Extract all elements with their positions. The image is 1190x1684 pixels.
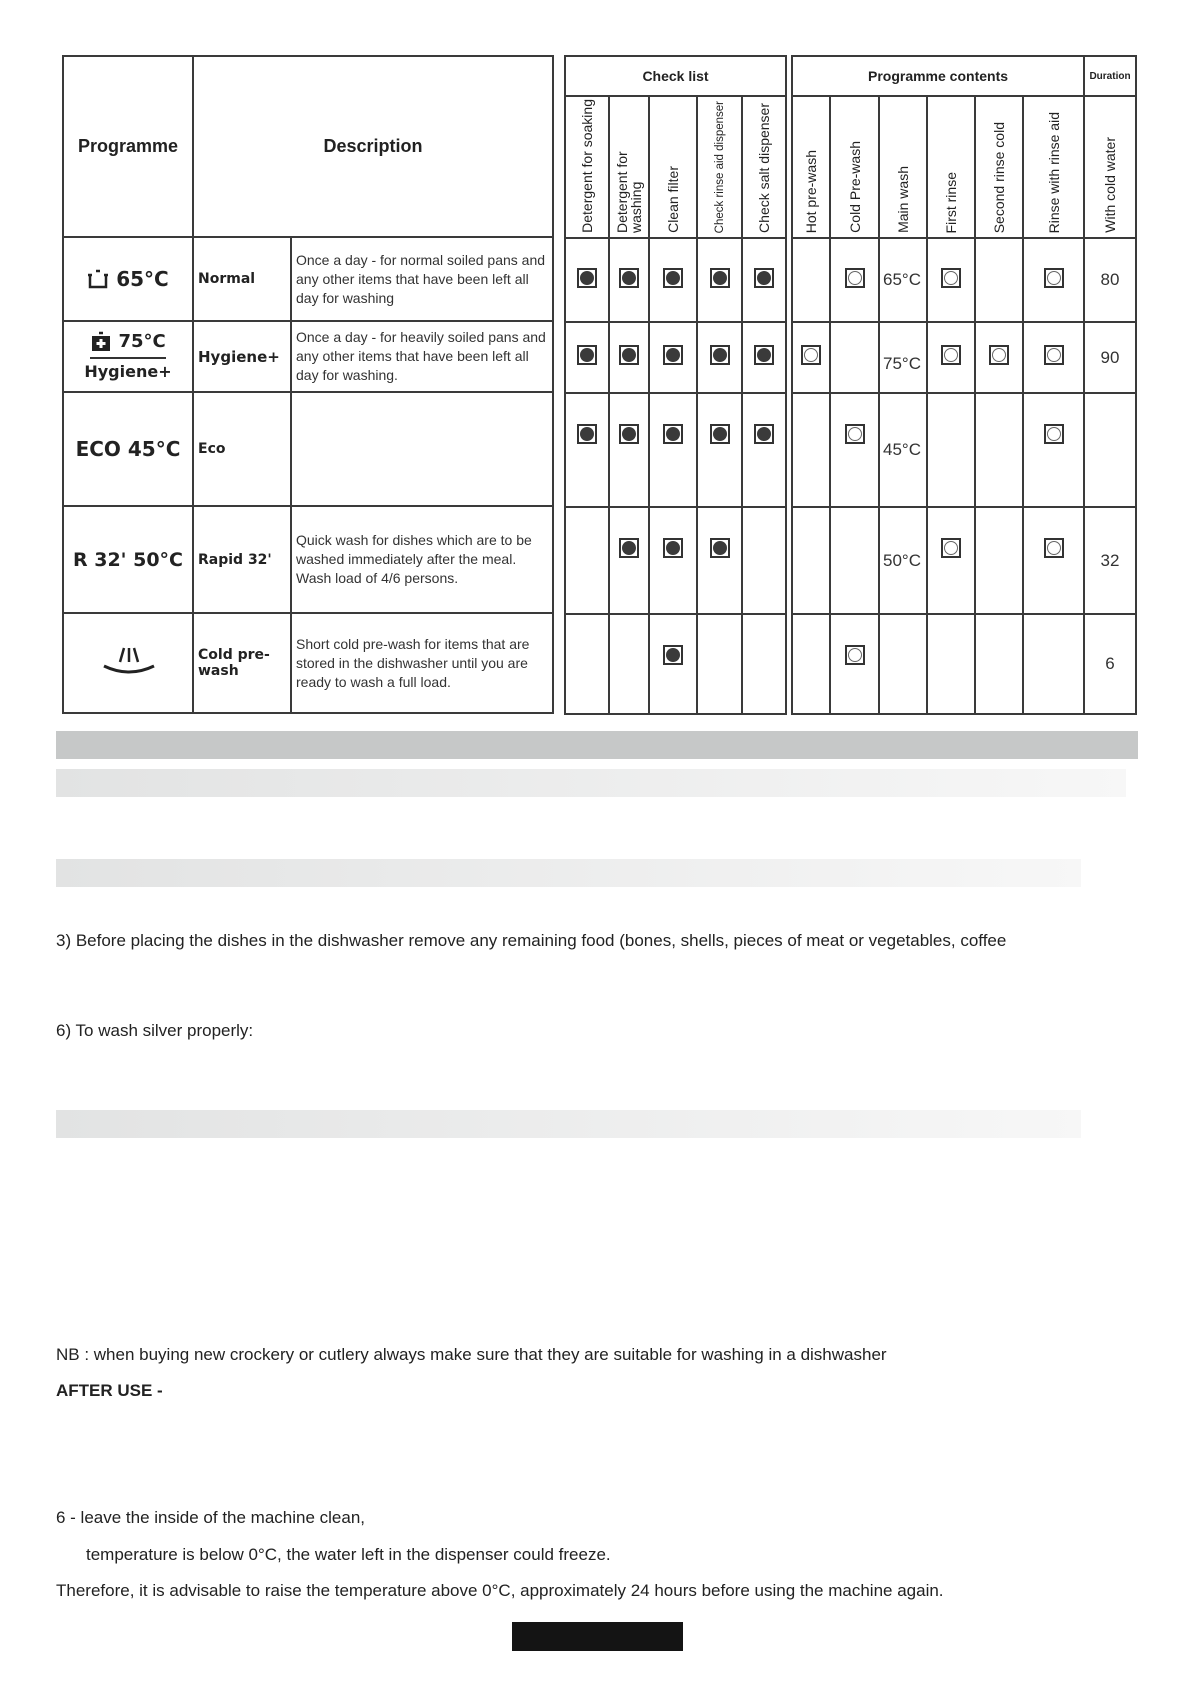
stage-mark-icon (845, 424, 865, 444)
check-mark-icon (619, 345, 639, 365)
content-cell (1023, 507, 1084, 614)
instruction-item-6: 6) To wash silver properly: (56, 1021, 254, 1040)
check-mark-icon (754, 424, 774, 444)
check-col-rinse-aid: Check rinse aid dispenser (697, 96, 742, 238)
content-cell (830, 393, 879, 507)
main-wash-temp: 50°C (879, 507, 927, 614)
check-cell (649, 614, 697, 714)
table-row (63, 237, 553, 321)
check-cell (565, 614, 609, 714)
duration-value (1084, 393, 1136, 507)
content-cell (1023, 322, 1084, 393)
main-wash-temp (879, 614, 927, 714)
check-mark-icon (663, 268, 683, 288)
programme-sub: Hygiene+ (84, 361, 172, 381)
check-mark-icon (754, 268, 774, 288)
duration-value: 90 (1084, 322, 1136, 393)
programme-cell: ECO 45°C (63, 392, 193, 506)
stage-mark-icon (941, 538, 961, 558)
check-cell (742, 322, 786, 393)
duration-value: 80 (1084, 238, 1136, 322)
check-cell (649, 238, 697, 322)
programme-header: Programme (63, 56, 193, 237)
stage-mark-icon (941, 345, 961, 365)
programme-description: Quick wash for dishes which are to be washed immediately after the meal. Wash load of 4/6 persons. (291, 506, 553, 613)
programme-contents-table (791, 55, 1137, 715)
check-cell (609, 238, 649, 322)
table-row (565, 614, 786, 714)
programme-name: Normal (193, 237, 291, 321)
programme-description (291, 392, 553, 506)
check-cell (697, 614, 742, 714)
check-mark-icon (663, 424, 683, 444)
table-row (63, 392, 553, 506)
check-mark-icon (710, 268, 730, 288)
table-row (792, 614, 1136, 714)
check-mark-icon (710, 538, 730, 558)
stage-mark-icon (989, 345, 1009, 365)
check-mark-icon (710, 345, 730, 365)
content-col-first-rinse: First rinse (927, 96, 975, 238)
check-cell (649, 322, 697, 393)
content-cell (830, 614, 879, 714)
check-col-detergent-soaking: Detergent for soaking (565, 96, 609, 238)
programme-table (62, 55, 554, 714)
programme-cell (63, 613, 193, 713)
check-cell (697, 507, 742, 614)
stage-mark-icon (1044, 345, 1064, 365)
programme-cell (63, 321, 193, 392)
stage-mark-icon (1044, 538, 1064, 558)
content-cell (830, 322, 879, 393)
programme-name: Hygiene+ (193, 321, 291, 392)
cold-prewash-icon (98, 644, 158, 678)
stage-mark-icon (1044, 268, 1064, 288)
check-list-table (564, 55, 787, 715)
content-cell (792, 507, 830, 614)
content-col-main-wash: Main wash (879, 96, 927, 238)
check-col-detergent-washing: Detergent for washing (609, 96, 649, 238)
programme-name: Rapid 32' (193, 506, 291, 613)
programme-name: Eco (193, 392, 291, 506)
programme-description: Once a day - for normal soiled pans and any other items that have been left all day for washing (291, 237, 553, 321)
main-wash-temp: 75°C (879, 322, 927, 393)
content-cell (1023, 238, 1084, 322)
table-row (565, 322, 786, 393)
section-bar (56, 859, 1081, 887)
check-mark-icon (577, 345, 597, 365)
programme-description: Once a day - for heavily soiled pans and any other items that have been left all day for washing. (291, 321, 553, 392)
check-cell (697, 393, 742, 507)
check-cell (609, 322, 649, 393)
check-col-salt: Check salt dispenser (742, 96, 786, 238)
content-col-second-rinse: Second rinse cold (975, 96, 1023, 238)
table-row (792, 393, 1136, 507)
check-cell (565, 507, 609, 614)
check-col-clean-filter: Clean filter (649, 96, 697, 238)
check-list-header: Check list (565, 56, 786, 96)
content-cell (792, 393, 830, 507)
footer-page-bar (512, 1622, 683, 1651)
content-cell (975, 507, 1023, 614)
main-wash-temp: 65°C (879, 238, 927, 322)
content-cell (927, 393, 975, 507)
content-cell (1023, 614, 1084, 714)
stage-mark-icon (845, 268, 865, 288)
stage-mark-icon (801, 345, 821, 365)
duration-value: 32 (1084, 507, 1136, 614)
check-cell (742, 507, 786, 614)
section-bar (56, 731, 1138, 759)
check-mark-icon (619, 424, 639, 444)
nb-note: NB : when buying new crockery or cutlery always make sure that they are suitable for washing in a dishwasher (56, 1345, 887, 1364)
check-mark-icon (577, 424, 597, 444)
check-cell (609, 393, 649, 507)
check-mark-icon (663, 538, 683, 558)
check-cell (697, 238, 742, 322)
check-mark-icon (754, 345, 774, 365)
table-row (565, 507, 786, 614)
check-mark-icon (710, 424, 730, 444)
duration-header: Duration (1084, 56, 1136, 96)
content-cell (975, 614, 1023, 714)
table-row (565, 393, 786, 507)
stage-mark-icon (941, 268, 961, 288)
content-cell (830, 507, 879, 614)
check-cell (565, 322, 609, 393)
programme-cell (63, 237, 193, 321)
duration-value: 6 (1084, 614, 1136, 714)
temperature-advice: Therefore, it is advisable to raise the temperature above 0°C, approximately 24 hours before using the machine again. (56, 1581, 944, 1600)
programme-contents-header: Programme contents (792, 56, 1084, 96)
content-cell (975, 322, 1023, 393)
check-mark-icon (663, 345, 683, 365)
table-row (792, 322, 1136, 393)
content-cell (975, 238, 1023, 322)
table-row (792, 507, 1136, 614)
table-row (63, 613, 553, 713)
check-mark-icon (663, 645, 683, 665)
content-cell (792, 322, 830, 393)
stage-mark-icon (845, 645, 865, 665)
freeze-warning: temperature is below 0°C, the water left in the dispenser could freeze. (86, 1545, 611, 1564)
content-cell (927, 238, 975, 322)
pan-icon (87, 269, 109, 291)
content-cell (927, 322, 975, 393)
programme-name: Cold pre-wash (193, 613, 291, 713)
check-cell (742, 393, 786, 507)
check-cell (565, 393, 609, 507)
programme-temp: 65°C (116, 266, 169, 291)
content-cell (792, 238, 830, 322)
content-col-rinse-aid: Rinse with rinse aid (1023, 96, 1084, 238)
check-cell (742, 614, 786, 714)
table-row (63, 506, 553, 613)
content-col-cold-prewash: Cold Pre-wash (830, 96, 879, 238)
table-row (792, 238, 1136, 322)
main-wash-temp: 45°C (879, 393, 927, 507)
section-bar (56, 769, 1126, 797)
after-use-heading: AFTER USE - (56, 1381, 163, 1400)
hygiene-pan-icon (90, 331, 112, 353)
check-cell (649, 393, 697, 507)
content-cell (927, 614, 975, 714)
check-cell (565, 238, 609, 322)
check-cell (609, 507, 649, 614)
content-cell (792, 614, 830, 714)
check-cell (742, 238, 786, 322)
content-cell (975, 393, 1023, 507)
table-row (565, 238, 786, 322)
description-header: Description (193, 56, 553, 237)
table-row (63, 321, 553, 392)
section-bar (56, 1110, 1081, 1138)
check-mark-icon (619, 268, 639, 288)
check-cell (697, 322, 742, 393)
instruction-item-3: 3) Before placing the dishes in the dishwasher remove any remaining food (bones, shells, pieces of meat or vegetables, coffee (56, 931, 1007, 950)
content-cell (830, 238, 879, 322)
check-mark-icon (577, 268, 597, 288)
programme-description: Short cold pre-wash for items that are stored in the dishwasher until you are ready to wash a full load. (291, 613, 553, 713)
check-cell (649, 507, 697, 614)
check-mark-icon (619, 538, 639, 558)
content-cell (1023, 393, 1084, 507)
content-col-hot-prewash: Hot pre-wash (792, 96, 830, 238)
programme-temp: 75°C (118, 330, 166, 352)
after-use-item-6: 6 - leave the inside of the machine clean, (56, 1508, 366, 1527)
check-cell (609, 614, 649, 714)
programme-cell: R 32' 50°C (63, 506, 193, 613)
stage-mark-icon (1044, 424, 1064, 444)
duration-col-cold-water: With cold water (1084, 96, 1136, 238)
content-cell (927, 507, 975, 614)
